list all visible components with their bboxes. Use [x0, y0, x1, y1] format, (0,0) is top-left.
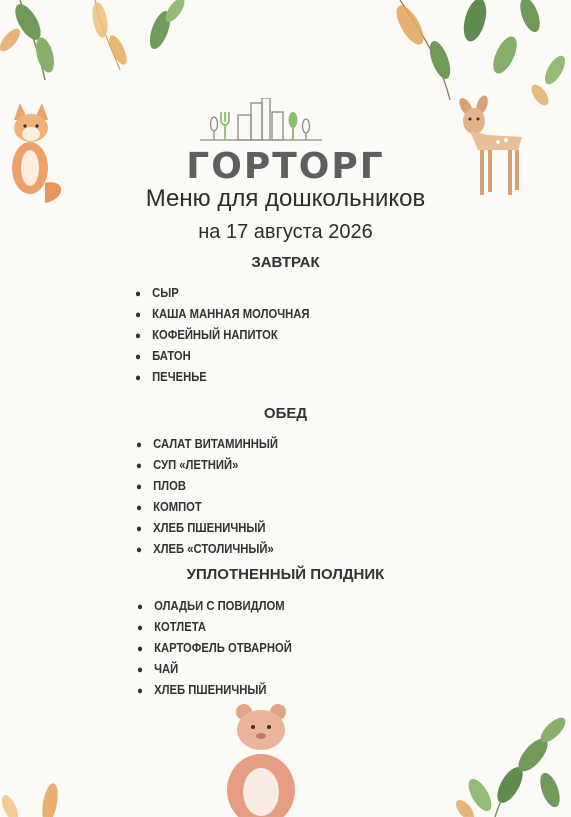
- bullet-icon: ●: [136, 460, 142, 472]
- bullet-icon: ●: [136, 502, 142, 514]
- bullet-icon: ●: [137, 685, 143, 697]
- item-label: ЧАЙ: [154, 662, 179, 676]
- breakfast-list: [135, 283, 329, 388]
- list-item: [137, 680, 292, 701]
- section-title-afternoon-snack: УПЛОТНЕННЫЙ ПОЛДНИК: [186, 566, 385, 583]
- list-item: [136, 455, 278, 476]
- bullet-icon: ●: [135, 288, 141, 300]
- list-item: [135, 367, 309, 388]
- bullet-icon: ●: [135, 309, 141, 321]
- menu-date: на 17 августа 2026: [198, 221, 373, 243]
- list-item: [137, 617, 292, 638]
- bullet-icon: ●: [135, 330, 141, 342]
- item-label: САЛАТ ВИТАМИННЫЙ: [153, 437, 278, 451]
- item-label: СЫР: [152, 286, 179, 300]
- item-label: СУП «ЛЕТНИЙ»: [153, 458, 239, 472]
- item-label: БАТОН: [152, 349, 191, 363]
- leaf-bottom-left-illustration: [0, 768, 70, 817]
- item-label: КОФЕЙНЫЙ НАПИТОК: [152, 328, 278, 342]
- leaves-top-right-illustration: [380, 0, 571, 110]
- list-item: [135, 283, 309, 304]
- bullet-icon: ●: [135, 351, 141, 363]
- list-item: [137, 596, 292, 617]
- bullet-icon: ●: [136, 523, 142, 535]
- section-title-lunch: ОБЕД: [263, 405, 308, 422]
- item-label: КАША МАННАЯ МОЛОЧНАЯ: [152, 307, 310, 321]
- bullet-icon: ●: [137, 643, 143, 655]
- bullet-icon: ●: [136, 481, 142, 493]
- bullet-icon: ●: [137, 601, 143, 613]
- bullet-icon: ●: [137, 664, 143, 676]
- section-title-breakfast: ЗАВТРАК: [251, 254, 320, 271]
- item-label: ПЛОВ: [153, 479, 186, 493]
- list-item: [135, 346, 309, 367]
- item-label: ПЕЧЕНЬЕ: [152, 370, 207, 384]
- bullet-icon: ●: [137, 622, 143, 634]
- list-item: [136, 476, 278, 497]
- item-label: ХЛЕБ ПШЕНИЧНЫЙ: [153, 521, 266, 535]
- item-label: ОЛАДЬИ С ПОВИДЛОМ: [154, 599, 285, 613]
- list-item: [136, 518, 278, 539]
- list-item: [135, 304, 309, 325]
- item-label: КОТЛЕТА: [154, 620, 207, 634]
- item-label: ХЛЕБ ПШЕНИЧНЫЙ: [154, 683, 267, 697]
- leaves-top-left-illustration: [0, 0, 190, 95]
- lunch-list: [136, 434, 294, 560]
- bullet-icon: ●: [136, 439, 142, 451]
- afternoon-snack-list: [137, 596, 309, 701]
- bullet-icon: ●: [135, 372, 141, 384]
- item-label: КАРТОФЕЛЬ ОТВАРНОЙ: [154, 641, 292, 655]
- list-item: [136, 539, 278, 560]
- list-item: [137, 638, 292, 659]
- bear-illustration: [212, 700, 312, 817]
- item-label: ХЛЕБ «СТОЛИЧНЫЙ»: [153, 542, 274, 556]
- leaves-bottom-right-illustration: [455, 715, 571, 817]
- list-item: [137, 659, 292, 680]
- list-item: [136, 434, 278, 455]
- brand-name: ГОРТОРГ: [186, 146, 385, 187]
- list-item: [136, 497, 278, 518]
- page-title: Меню для дошкольников: [145, 185, 426, 212]
- list-item: [135, 325, 309, 346]
- bullet-icon: ●: [136, 544, 142, 556]
- item-label: КОМПОТ: [153, 500, 202, 514]
